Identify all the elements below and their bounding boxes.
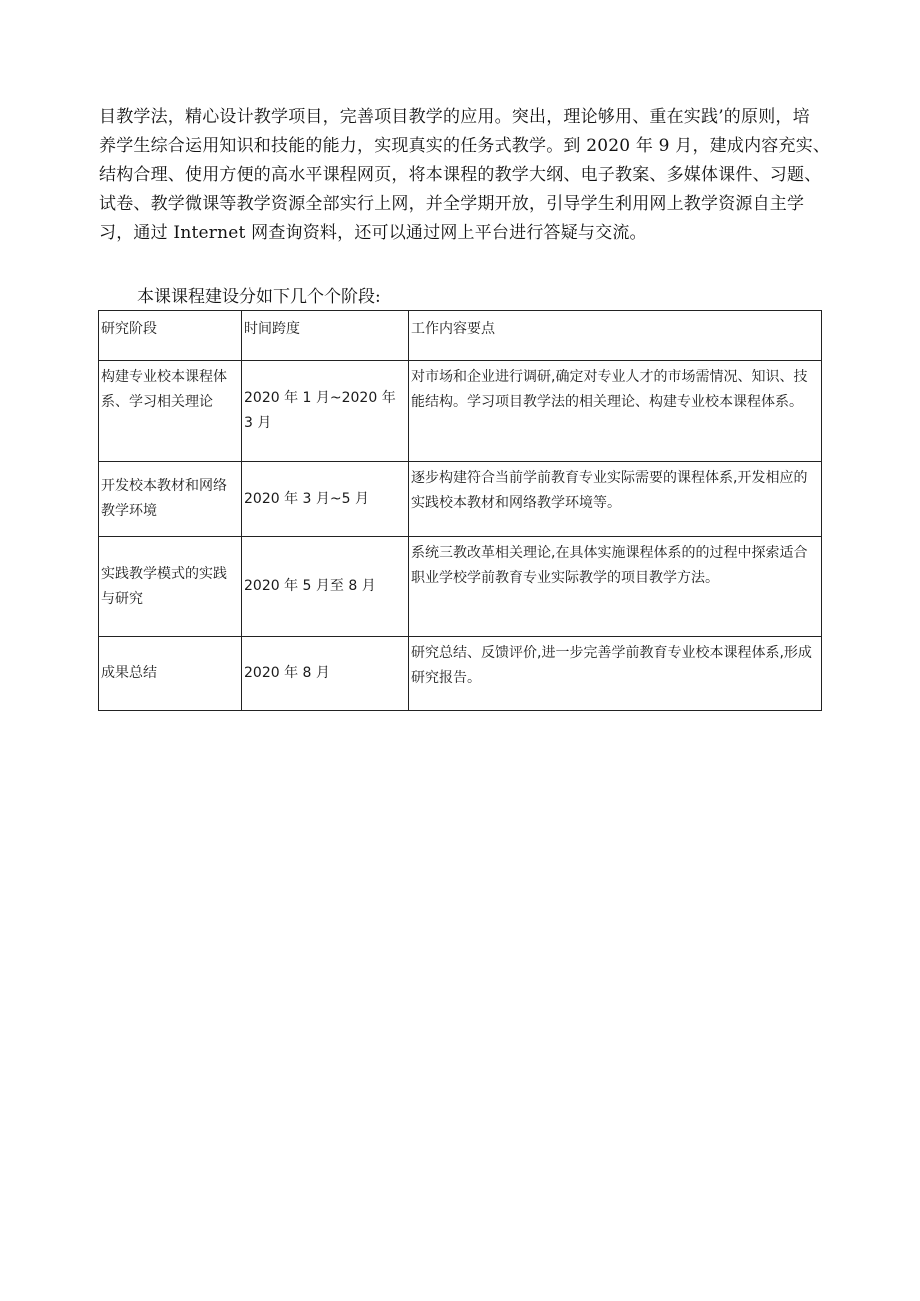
- period-cell: 2020 年 3 月~5 月: [242, 462, 409, 537]
- table-header-row: [99, 311, 822, 361]
- header-cell-content: 工作内容要点: [409, 311, 822, 361]
- paragraph-line: 习，通过 Internet 网查询资料，还可以通过网上平台进行答疑与交流。: [99, 223, 647, 243]
- body-paragraph: [99, 103, 831, 248]
- table-row: [99, 637, 822, 711]
- stages-table: [98, 310, 822, 711]
- stage-cell: 成果总结: [99, 637, 242, 711]
- content-cell: 系统三教改革相关理论,在具体实施课程体系的的过程中探索适合职业学校学前教育专业实际教学的项目教学方法。: [409, 537, 822, 637]
- paragraph-line: 养学生综合运用知识和技能的能力，实现真实的任务式教学。到 2020 年 9 月，建成内容充实、: [99, 136, 831, 156]
- header-cell-period: 时间跨度: [242, 311, 409, 361]
- content-cell: 对市场和企业进行调研,确定对专业人才的市场需情况、知识、技能结构。学习项目教学法的相关理论、构建专业校本课程体系。: [409, 361, 822, 462]
- paragraph-line: 试卷、教学微课等教学资源全部实行上网，并全学期开放，引导学生利用网上教学资源自主学: [99, 194, 805, 214]
- table-row: [99, 537, 822, 637]
- content-cell: 研究总结、反馈评价,进一步完善学前教育专业校本课程体系,形成研究报告。: [409, 637, 822, 711]
- period-cell: 2020 年 1 月~2020 年 3 月: [242, 361, 409, 462]
- content-cell: 逐步构建符合当前学前教育专业实际需要的课程体系,开发相应的实践校本教材和网络教学环境等。: [409, 462, 822, 537]
- table-intro: 本课课程建设分如下几个个阶段:: [137, 287, 381, 307]
- table-row: [99, 361, 822, 462]
- paragraph-line: 目教学法，精心设计教学项目，完善项目教学的应用。突出，理论够用、重在实践’的原则，培: [99, 107, 810, 127]
- table-row: [99, 462, 822, 537]
- stage-cell: 构建专业校本课程体系、学习相关理论: [99, 361, 242, 462]
- paragraph-line: 结构合理、使用方便的高水平课程网页，将本课程的教学大纲、电子教案、多媒体课件、习题、: [99, 165, 822, 185]
- header-cell-stage: 研究阶段: [99, 311, 242, 361]
- period-cell: 2020 年 5 月至 8 月: [242, 537, 409, 637]
- period-cell: 2020 年 8 月: [242, 637, 409, 711]
- stage-cell: 开发校本教材和网络教学环境: [99, 462, 242, 537]
- stage-cell: 实践教学模式的实践与研究: [99, 537, 242, 637]
